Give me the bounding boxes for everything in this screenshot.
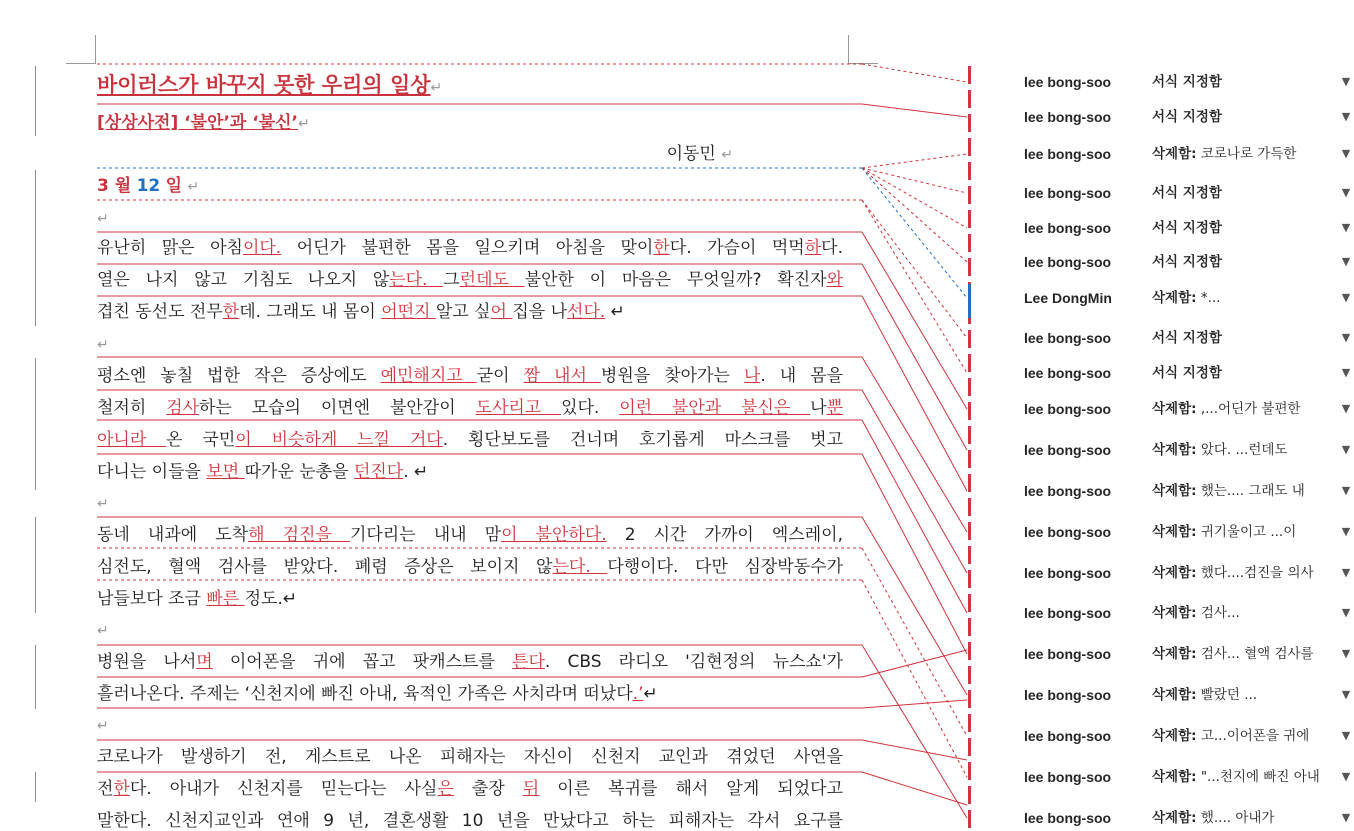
revision-type: 삭제함:: [1152, 146, 1197, 162]
text-run: ↵: [643, 684, 658, 704]
tracked-insertion: 어: [490, 302, 513, 322]
balloon-author: lee bong-soo: [1024, 687, 1112, 703]
author-name: 이동민: [666, 144, 716, 164]
paragraph-mark: ↵: [97, 718, 109, 734]
revision-balloon[interactable]: [1024, 70, 1354, 94]
change-bar: [35, 358, 36, 490]
revision-type: 삭제함:: [1152, 646, 1197, 662]
revision-detail: 빨랐던 ...: [1196, 687, 1258, 703]
text-run: 코로나가 발생하기 전, 게스트로 나온 피해자는 자신이 신천지 교인과 겪었던 사연을: [97, 747, 843, 767]
paragraph-mark: ↵: [97, 337, 109, 353]
revision-detail: ,...어딘가 불편한: [1196, 401, 1301, 417]
text-run: 평소엔 놓칠 법한 작은 증상에도: [97, 366, 381, 386]
balloon-author: lee bong-soo: [1024, 524, 1112, 540]
revision-balloon[interactable]: [1024, 479, 1354, 503]
balloon-author: lee bong-soo: [1024, 442, 1112, 458]
balloon-author: lee bong-soo: [1024, 483, 1112, 499]
body-line[interactable]: [97, 742, 843, 772]
text-run: 따가운 눈총을: [244, 462, 354, 482]
revision-type: 서식 지정함: [1152, 365, 1222, 381]
dropdown-arrow-icon[interactable]: ▼: [1341, 647, 1351, 660]
dropdown-arrow-icon[interactable]: ▼: [1341, 402, 1351, 415]
text-run: 기다리는 내내 맘: [349, 525, 502, 545]
text-run: 다. 아내가 신천지를 믿는다는 사실: [129, 779, 438, 799]
text-run: ↵: [605, 302, 625, 322]
dropdown-arrow-icon[interactable]: ▼: [1341, 110, 1351, 123]
text-run: 집을 나: [512, 302, 568, 322]
text-run: . CBS 라디오 '김현정의 뉴스쇼'가: [544, 652, 843, 672]
balloon-description: [1152, 561, 1342, 585]
revision-type: 서식 지정함: [1152, 74, 1222, 90]
tracked-insertion: 이다.: [242, 238, 282, 258]
dropdown-arrow-icon[interactable]: ▼: [1341, 291, 1351, 304]
text-run: 전: [97, 779, 114, 799]
text-run: 말한다. 신천지교인과 연애 9 년, 결혼생활 10 년을 만났다고 하는 피해자는 각서 요구를: [97, 811, 843, 831]
paragraph-mark: ↵: [721, 147, 733, 163]
balloon-author: lee bong-soo: [1024, 401, 1112, 417]
revision-balloon[interactable]: [1024, 438, 1354, 462]
balloon-description: [1152, 397, 1342, 421]
dropdown-arrow-icon[interactable]: ▼: [1341, 75, 1351, 88]
revision-type: 삭제함:: [1152, 524, 1197, 540]
balloon-author: lee bong-soo: [1024, 109, 1112, 125]
change-bar: [35, 170, 36, 326]
balloon-description: [1152, 479, 1342, 503]
revision-type: 서식 지정함: [1152, 185, 1222, 201]
revision-balloon[interactable]: [1024, 105, 1354, 129]
body-line[interactable]: [97, 297, 843, 327]
balloon-description: [1152, 724, 1342, 748]
tracked-insertion: 는다.: [552, 557, 608, 577]
balloon-description: [1152, 286, 1342, 310]
text-run: 불안한 이 마음은 무엇일까? 확진자: [524, 270, 827, 290]
dropdown-arrow-icon[interactable]: ▼: [1341, 331, 1351, 344]
dropdown-arrow-icon[interactable]: ▼: [1341, 366, 1351, 379]
balloon-description: [1152, 326, 1342, 350]
tracked-insertion: 해 검진을: [248, 525, 350, 545]
change-bar: [35, 772, 36, 802]
tracked-insertion: 며: [196, 652, 213, 672]
revision-detail: "...천지에 빠진 아내: [1196, 769, 1320, 785]
text-run: 알고 싶: [435, 302, 491, 322]
tracked-insertion: 런데도: [459, 270, 525, 290]
tracked-insertion: 이 불안하다.: [501, 525, 607, 545]
empty-paragraph[interactable]: [97, 710, 843, 740]
text-run: 하는 모습의 이면엔 불안감이: [199, 398, 476, 418]
balloon-author: lee bong-soo: [1024, 220, 1112, 236]
tracked-insertion: 이런 불안과 불신은: [619, 398, 811, 418]
text-run: 다.: [821, 238, 843, 258]
dropdown-arrow-icon[interactable]: ▼: [1341, 484, 1351, 497]
text-run: 그: [443, 270, 460, 290]
empty-paragraph[interactable]: [97, 488, 843, 518]
balloon-description: [1152, 250, 1342, 274]
text-run: 남들보다 조금: [97, 589, 207, 609]
revision-type: 서식 지정함: [1152, 220, 1222, 236]
balloon-author: lee bong-soo: [1024, 646, 1112, 662]
paragraph-mark: ↵: [97, 211, 109, 227]
tracked-insertion: 한: [222, 302, 240, 322]
revision-type: 삭제함:: [1152, 605, 1197, 621]
page-corner-top-left: [66, 35, 96, 64]
revision-detail: 검사... 혈액 검사를: [1196, 646, 1314, 662]
dropdown-arrow-icon[interactable]: ▼: [1341, 255, 1351, 268]
balloon-author: Lee DongMin: [1024, 290, 1112, 306]
page-corner-top-right: [848, 35, 878, 64]
revision-type: 삭제함:: [1152, 401, 1197, 417]
revision-type: 서식 지정함: [1152, 254, 1222, 270]
tracked-insertion: 나: [743, 366, 761, 386]
revision-balloon[interactable]: [1024, 181, 1354, 205]
balloon-description: [1152, 601, 1342, 625]
text-run: . ↵: [403, 462, 429, 482]
revision-balloon[interactable]: [1024, 806, 1354, 830]
paragraph-mark: ↵: [430, 80, 443, 96]
tracked-insertion: 하: [804, 238, 822, 258]
dropdown-arrow-icon[interactable]: ▼: [1341, 525, 1351, 538]
tracked-insertion: 아니라: [97, 430, 167, 450]
revision-detail: 했는.... 그래도 내: [1196, 483, 1305, 499]
revision-balloon[interactable]: [1024, 250, 1354, 274]
markup-balloon-pane[interactable]: [968, 0, 1354, 831]
body-line[interactable]: [97, 361, 843, 391]
text-run: 온 국민: [166, 430, 236, 450]
tracked-insertion: 보면: [206, 462, 245, 482]
dropdown-arrow-icon[interactable]: ▼: [1341, 688, 1351, 701]
revision-balloon[interactable]: [1024, 216, 1354, 240]
text-run: 이른 복귀를 해서 알게 되었다고: [539, 779, 843, 799]
dropdown-arrow-icon[interactable]: ▼: [1341, 147, 1351, 160]
balloon-author: lee bong-soo: [1024, 74, 1112, 90]
revision-detail: 고...이어폰을 귀에: [1196, 728, 1310, 744]
revision-detail: 검사...: [1196, 605, 1240, 621]
body-line[interactable]: [97, 233, 843, 263]
revision-balloon[interactable]: [1024, 142, 1354, 166]
balloon-description: [1152, 520, 1342, 544]
revision-balloon[interactable]: [1024, 601, 1354, 625]
revision-balloon[interactable]: [1024, 361, 1354, 385]
balloon-author: lee bong-soo: [1024, 254, 1112, 270]
tracked-insertion: 빠른: [206, 589, 245, 609]
text-run: 데. 그래도 내 몸이: [239, 302, 382, 322]
text-run: 동네 내과에 도착: [97, 525, 249, 545]
dropdown-arrow-icon[interactable]: ▼: [1341, 606, 1351, 619]
revision-detail: 했.... 아내가: [1196, 810, 1275, 826]
paragraph-mark: ↵: [298, 116, 310, 132]
revision-balloon[interactable]: [1024, 520, 1354, 544]
body-line[interactable]: [97, 584, 843, 614]
balloon-description: [1152, 105, 1342, 129]
body-line[interactable]: [97, 520, 843, 550]
revision-detail: 귀기울이고 ...이: [1196, 524, 1297, 540]
dropdown-arrow-icon[interactable]: ▼: [1341, 566, 1351, 579]
text-run: 다니는 이들을: [97, 462, 207, 482]
date-day-label: 일: [165, 176, 183, 196]
tracked-insertion: 이 비슷하게 느낄 거다: [235, 430, 443, 450]
revision-type: 서식 지정함: [1152, 109, 1222, 125]
body-line[interactable]: [97, 265, 843, 295]
paragraph-mark: ↵: [187, 179, 200, 195]
text-run: 출장: [453, 779, 523, 799]
dropdown-arrow-icon[interactable]: ▼: [1341, 811, 1351, 824]
paragraph-mark: ↵: [97, 496, 109, 512]
text-run: 심전도, 혈액 검사를 받았다. 폐렴 증상은 보이지 않: [97, 557, 553, 577]
empty-paragraph[interactable]: [97, 329, 843, 359]
text-run: 어딘가 불편한 몸을 일으키며 아침을 맞이: [281, 238, 654, 258]
body-line[interactable]: [97, 457, 843, 487]
balloon-author: lee bong-soo: [1024, 185, 1112, 201]
balloon-description: [1152, 181, 1342, 205]
revision-type: 삭제함:: [1152, 483, 1197, 499]
text-run: 병원을 나서: [97, 652, 197, 672]
balloon-description: [1152, 683, 1342, 707]
tracked-insertion: 튼다: [512, 652, 545, 672]
revision-balloon[interactable]: [1024, 397, 1354, 421]
balloon-description: [1152, 642, 1342, 666]
balloon-description: [1152, 361, 1342, 385]
tracked-insertion: 도사리고: [475, 398, 562, 418]
balloon-author: lee bong-soo: [1024, 605, 1112, 621]
body-line[interactable]: [97, 425, 843, 455]
body-line[interactable]: [97, 806, 843, 831]
tracked-insertion: 던진다: [353, 462, 404, 482]
dropdown-arrow-icon[interactable]: ▼: [1341, 186, 1351, 199]
tracked-insertion: 선다.: [567, 302, 606, 322]
body-line[interactable]: [97, 552, 843, 582]
subtitle-text: [상상사전] ‘불안’과 ‘불신’: [97, 113, 299, 133]
paragraph-mark: ↵: [97, 623, 109, 639]
text-run: 2 시간 가까이 엑스레이,: [606, 525, 843, 545]
empty-paragraph[interactable]: [97, 203, 843, 233]
revision-balloon[interactable]: [1024, 326, 1354, 350]
balloon-description: [1152, 216, 1342, 240]
revision-type: 삭제함:: [1152, 728, 1197, 744]
revision-type: 삭제함:: [1152, 442, 1197, 458]
revision-balloon[interactable]: [1024, 765, 1354, 789]
empty-paragraph[interactable]: [97, 615, 843, 645]
tracked-insertion: 은: [437, 779, 454, 799]
balloon-description: [1152, 765, 1342, 789]
balloon-author: lee bong-soo: [1024, 810, 1112, 826]
dropdown-arrow-icon[interactable]: ▼: [1341, 221, 1351, 234]
tracked-insertion: 한: [113, 779, 130, 799]
tracked-insertion: 는다.: [389, 270, 444, 290]
balloon-author: lee bong-soo: [1024, 728, 1112, 744]
balloon-author: lee bong-soo: [1024, 330, 1112, 346]
title-text: 바이러스가 바꾸지 못한 우리의 일상: [97, 73, 431, 97]
text-run: 있다.: [561, 398, 620, 418]
revision-balloon[interactable]: [1024, 724, 1354, 748]
text-run: . 내 몸을: [760, 366, 843, 386]
tracked-insertion: 예민해지고: [380, 366, 477, 386]
tracked-insertion: 한: [653, 238, 670, 258]
revision-detail: 코로나로 가득한: [1196, 146, 1297, 162]
text-run: 열은 나지 않고 기침도 나오지 않: [97, 270, 390, 290]
tracked-insertion: 와: [826, 270, 843, 290]
revision-type: 삭제함:: [1152, 565, 1197, 581]
text-run: 다행이다. 다만 심장박동수가: [607, 557, 843, 577]
change-bar: [35, 517, 36, 613]
date-line[interactable]: [97, 171, 843, 201]
revision-balloon[interactable]: [1024, 683, 1354, 707]
tracked-insertion: 뒤: [522, 779, 540, 799]
body-line[interactable]: [97, 647, 843, 677]
dropdown-arrow-icon[interactable]: ▼: [1341, 729, 1351, 742]
date-month: 3 월: [97, 176, 132, 196]
text-run: 철저히: [97, 398, 167, 418]
text-run: 굳이: [476, 366, 524, 386]
body-line[interactable]: [97, 679, 843, 709]
balloon-author: lee bong-soo: [1024, 146, 1112, 162]
balloon-author: lee bong-soo: [1024, 365, 1112, 381]
text-run: 병원을 찾아가는: [600, 366, 744, 386]
change-bar: [35, 66, 36, 136]
text-run: 겹친 동선도 전무: [97, 302, 223, 322]
revision-detail: *...: [1196, 290, 1221, 306]
dropdown-arrow-icon[interactable]: ▼: [1341, 770, 1351, 783]
revision-type: 삭제함:: [1152, 769, 1197, 785]
revision-type: 삭제함:: [1152, 687, 1197, 703]
balloon-description: [1152, 70, 1342, 94]
tracked-insertion: .’: [632, 684, 644, 704]
revision-detail: 았다. ...런데도: [1196, 442, 1288, 458]
text-run: 나: [810, 398, 827, 418]
tracked-insertion: 뿐: [826, 398, 843, 418]
tracked-insertion: 짬 내서: [523, 366, 601, 386]
change-bar: [35, 645, 36, 709]
dropdown-arrow-icon[interactable]: ▼: [1341, 443, 1351, 456]
revision-type: 서식 지정함: [1152, 330, 1222, 346]
text-run: 흘러나온다. 주제는 ‘신천지에 빠진 아내, 육적인 가족은 사치라며 떠났다: [97, 684, 633, 704]
balloon-description: [1152, 806, 1342, 830]
author-line[interactable]: [97, 139, 843, 169]
text-run: 정도.↵: [244, 589, 298, 609]
revision-balloon[interactable]: [1024, 561, 1354, 585]
revision-balloon[interactable]: [1024, 642, 1354, 666]
revision-balloon[interactable]: [1024, 286, 1354, 310]
tracked-insertion: 검사: [166, 398, 199, 418]
text-run: 유난히 맑은 아침: [97, 238, 243, 258]
body-line[interactable]: [97, 774, 843, 804]
balloon-author: lee bong-soo: [1024, 565, 1112, 581]
tracked-insertion: 어떤지: [381, 302, 436, 322]
balloon-author: lee bong-soo: [1024, 769, 1112, 785]
balloon-description: [1152, 142, 1342, 166]
document-title[interactable]: [97, 70, 843, 100]
text-run: 다. 가슴이 먹먹: [669, 238, 805, 258]
balloon-description: [1152, 438, 1342, 462]
document-subtitle[interactable]: [97, 108, 843, 138]
text-run: . 횡단보도를 건너며 호기롭게 마스크를 벗고: [442, 430, 843, 450]
body-line[interactable]: [97, 393, 843, 423]
revision-detail: 했다....검진을 의사: [1196, 565, 1314, 581]
date-day-number: 12: [136, 176, 161, 196]
revision-type: 삭제함:: [1152, 810, 1197, 826]
text-run: 이어폰을 귀에 꼽고 팟캐스트를: [212, 652, 513, 672]
revision-type: 삭제함:: [1152, 290, 1197, 306]
